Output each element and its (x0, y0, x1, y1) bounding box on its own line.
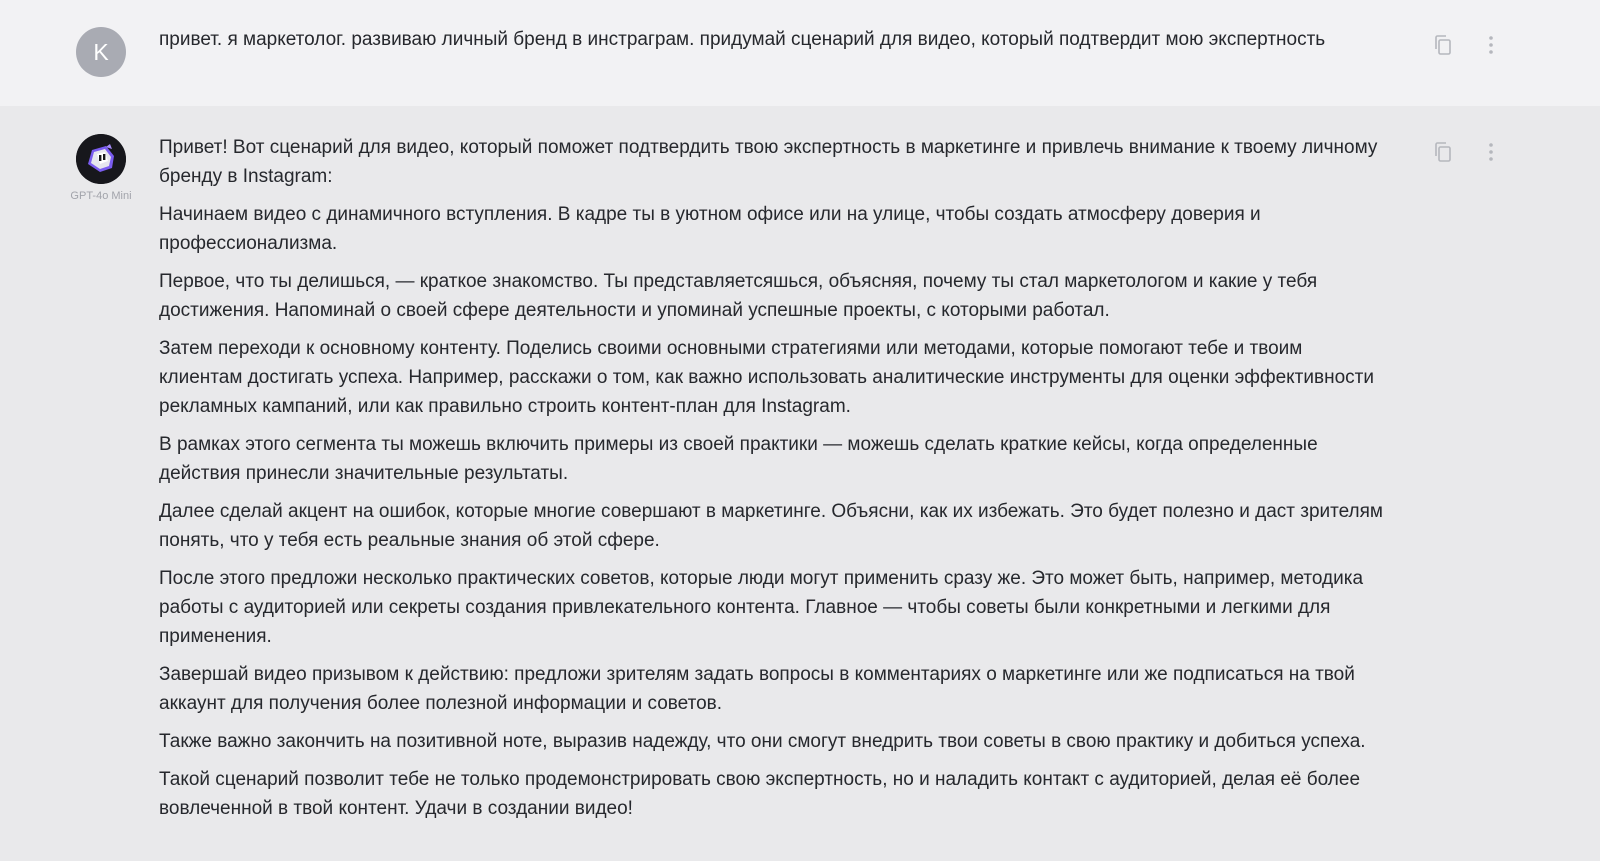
user-avatar: K (76, 27, 126, 77)
more-vertical-icon (1479, 33, 1503, 57)
copy-icon (1431, 33, 1455, 57)
copy-icon (1431, 140, 1455, 164)
assistant-paragraph: Завершай видео призывом к действию: предложи зрителям задать вопросы в комментариях о маркетинге или же подписаться на твой аккаунт для получения более полезной информации и советов. (159, 664, 1355, 714)
assistant-message (0, 106, 1600, 861)
bot-avatar-icon (76, 134, 126, 184)
assistant-paragraph: После этого предложи несколько практических советов, которые люди могут применить сразу же. Это может быть, например, методика работы с аудиторией или секреты создания привлекательного контента. Главное — чтобы советы были конкретными и легкими для применения. (159, 568, 1364, 647)
more-vertical-icon (1479, 140, 1503, 164)
model-label: GPT-4o Mini (70, 190, 132, 202)
assistant-paragraph: Затем переходи к основному контенту. Поделись своими основными стратегиями или методами, которые помогают тебе и твоим клиентам достигать успеха. Например, расскажи о том, как важно использовать аналитические инструменты для оценки эффективности рекламных кампаний, или как правильно строить контент-план для Instagram. (159, 338, 1374, 417)
assistant-paragraph: Далее сделай акцент на ошибок, которые многие совершают в маркетинге. Объясни, как их избежать. Это будет полезно и даст зрителям понять, что у тебя есть реальные знания об этой сфере. (159, 501, 1383, 551)
assistant-paragraph: Первое, что ты делишься, — краткое знакомство. Ты представляетсяшься, объясняя, почему ты стал маркетологом и какие у тебя достижения. Напоминай о своей сфере деятельности и упоминай успешные проекты, с которыми работал. (159, 271, 1318, 321)
assistant-paragraph: Начинаем видео с динамичного вступления. В кадре ты в уютном офисе или на улице, чтобы создать атмосферу доверия и профессионализма. (159, 204, 1261, 254)
user-avatar-column (64, 27, 138, 77)
assistant-message-text (159, 133, 1389, 832)
assistant-paragraph: Привет! Вот сценарий для видео, который поможет подтвердить твою экспертность в маркетинге и привлечь внимание к твоему личному бренду в Instagram: (159, 137, 1378, 187)
assistant-paragraph: В рамках этого сегмента ты можешь включить примеры из своей практики — можешь сделать краткие кейсы, когда определенные действия принесли значительные результаты. (159, 434, 1318, 484)
user-message-paragraph: привет. я маркетолог. развиваю личный бренд в инстраграм. придумай сценарий для видео, который подтвердит мою экспертность (159, 29, 1326, 50)
assistant-paragraph: Такой сценарий позволит тебе не только продемонстрировать свою экспертность, но и наладить контакт с аудиторией, делая её более вовлеченной в твой контент. Удачи в создании видео! (159, 769, 1361, 819)
assistant-message-actions (1430, 139, 1504, 165)
copy-button[interactable] (1430, 32, 1456, 58)
bot-avatar (76, 134, 126, 184)
assistant-paragraph: Также важно закончить на позитивной ноте, выразив надежду, что они смогут внедрить твои советы в свою практику и добиться успеха. (159, 731, 1366, 752)
user-message-text (159, 25, 1389, 63)
user-message-actions (1430, 32, 1504, 58)
copy-button[interactable] (1430, 139, 1456, 165)
more-options-button[interactable] (1478, 139, 1504, 165)
assistant-avatar-column (64, 134, 138, 202)
more-options-button[interactable] (1478, 32, 1504, 58)
user-message (0, 0, 1600, 106)
